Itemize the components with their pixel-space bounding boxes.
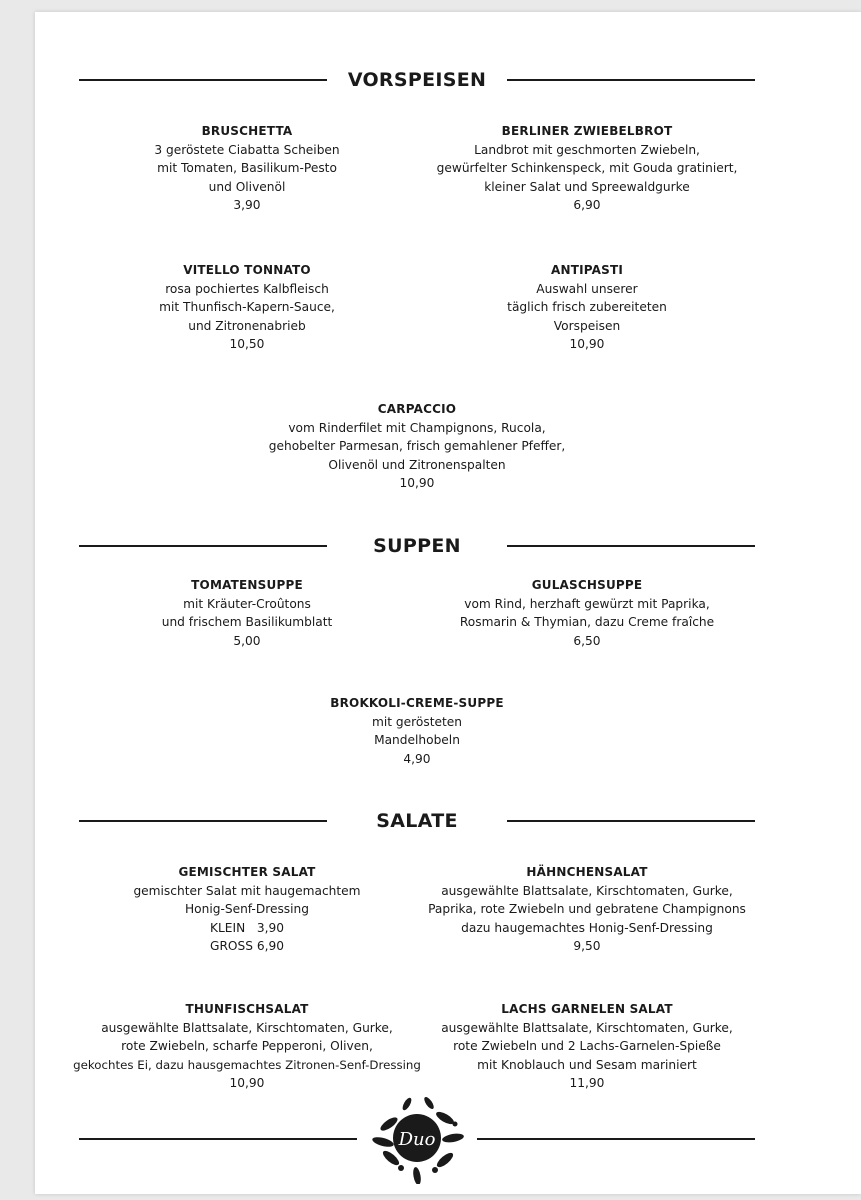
dish-description: gemischter Salat mit haugemachtem: [133, 883, 361, 898]
dish-description: Vorspeisen: [553, 318, 621, 333]
menu-item-gulaschsuppe: [387, 576, 787, 650]
dish-description: mit gerösteten: [372, 714, 462, 729]
dish-name: GULASCHSUPPE: [531, 578, 643, 592]
dish-description: rosa pochiertes Kalbfleisch: [165, 281, 329, 296]
dish-price: 11,90: [569, 1076, 605, 1091]
dish-price: 10,90: [569, 337, 605, 352]
dish-description: rote Zwiebeln und 2 Lachs-Garnelen-Spieße: [453, 1039, 721, 1054]
dish-name: THUNFISCHSALAT: [185, 1002, 309, 1016]
section-title: SALATE: [376, 810, 458, 832]
divider-line: [79, 545, 327, 547]
dish-description: Honig-Senf-Dressing: [184, 902, 310, 917]
menu-item-carpaccio: [217, 400, 617, 493]
dish-price: 6,90: [573, 198, 601, 213]
dish-name: LACHS GARNELEN SALAT: [501, 1002, 673, 1016]
dish-price: 10,50: [229, 337, 265, 352]
dish-description: mit Kräuter-Croûtons: [183, 596, 311, 611]
dish-description: Paprika, rote Zwiebeln und gebratene Champignons: [428, 902, 746, 917]
menu-item-lachs-garnelen-salat: [387, 1000, 787, 1093]
dish-description: und Zitronenabrieb: [188, 318, 306, 333]
dish-description: Mandelhobeln: [374, 733, 460, 748]
dish-description: Landbrot mit geschmorten Zwiebeln,: [474, 142, 700, 157]
dish-description: Rosmarin & Thymian, dazu Creme fraîche: [459, 615, 715, 630]
dish-description: und frischem Basilikumblatt: [161, 615, 333, 630]
dish-description: ausgewählte Blattsalate, Kirschtomaten, Gurke,: [101, 1020, 393, 1035]
divider-line: [507, 545, 755, 547]
divider-line: [79, 1138, 357, 1140]
divider-line: [507, 820, 755, 822]
dish-price: 3,90: [233, 198, 261, 213]
dish-price: KLEIN 3,90: [210, 920, 284, 935]
dish-description: vom Rind, herzhaft gewürzt mit Paprika,: [464, 596, 710, 611]
dish-description: mit Knoblauch und Sesam mariniert: [477, 1057, 697, 1072]
duo-logo: [367, 1094, 467, 1184]
divider-line: [507, 79, 755, 81]
menu-item-brokkoli-creme-suppe: [217, 694, 617, 768]
dish-price: 10,90: [229, 1076, 265, 1091]
dish-description: gehobelter Parmesan, frisch gemahlener Pfeffer,: [268, 439, 566, 454]
dish-price: GROSS 6,90: [210, 939, 284, 954]
dish-description: mit Thunfisch-Kapern-Sauce,: [159, 300, 335, 315]
menu-item-haehnchensalat: [387, 863, 787, 956]
dish-description: kleiner Salat und Spreewaldgurke: [484, 179, 690, 194]
dish-name: ANTIPASTI: [550, 263, 624, 277]
dish-description: Auswahl unserer: [536, 281, 638, 296]
divider-line: [477, 1138, 755, 1140]
dish-name: BRUSCHETTA: [201, 124, 293, 138]
dish-name: HÄHNCHENSALAT: [526, 865, 648, 879]
dish-name: GEMISCHTER SALAT: [178, 865, 316, 879]
dish-name: CARPACCIO: [377, 402, 457, 416]
dish-description: dazu haugemachtes Honig-Senf-Dressing: [461, 920, 713, 935]
dish-description: 3 geröstete Ciabatta Scheiben: [154, 142, 340, 157]
dish-description: täglich frisch zubereiteten: [507, 300, 667, 315]
dish-description: mit Tomaten, Basilikum-Pesto: [157, 161, 337, 176]
menu-item-berliner-zwiebelbrot: [387, 122, 787, 215]
dish-description: vom Rinderfilet mit Champignons, Rucola,: [288, 420, 546, 435]
menu-page: [35, 12, 861, 1194]
menu-item-antipasti: [387, 261, 787, 354]
dish-price: 5,00: [233, 633, 261, 648]
dish-price: 6,50: [573, 633, 601, 648]
dish-price: 10,90: [399, 476, 435, 491]
footer-logo-row: [79, 1094, 755, 1184]
section-header-salate: [79, 806, 755, 836]
divider-line: [79, 820, 327, 822]
dish-description: ausgewählte Blattsalate, Kirschtomaten, Gurke,: [441, 1020, 733, 1035]
section-title: SUPPEN: [373, 535, 461, 557]
dish-name: TOMATENSUPPE: [191, 578, 303, 592]
dish-price: 9,50: [573, 939, 601, 954]
divider-line: [79, 79, 327, 81]
dish-description: gekochtes Ei, dazu hausgemachtes Zitronen-Senf-Dressing: [73, 1057, 421, 1072]
dish-description: ausgewählte Blattsalate, Kirschtomaten, Gurke,: [441, 883, 733, 898]
dish-name: BROKKOLI-CREME-SUPPE: [330, 696, 504, 710]
dish-price: 4,90: [403, 751, 431, 766]
section-title: VORSPEISEN: [347, 69, 487, 91]
dish-description: Olivenöl und Zitronenspalten: [328, 457, 506, 472]
dish-name: VITELLO TONNATO: [183, 263, 311, 277]
logo-text: Duo: [398, 1129, 436, 1150]
section-header-vorspeisen: [79, 65, 755, 95]
dish-description: und Olivenöl: [208, 179, 286, 194]
dish-description: rote Zwiebeln, scharfe Pepperoni, Oliven,: [121, 1039, 373, 1054]
dish-name: BERLINER ZWIEBELBROT: [501, 124, 673, 138]
section-header-suppen: [79, 531, 755, 561]
dish-description: gewürfelter Schinkenspeck, mit Gouda gratiniert,: [436, 161, 738, 176]
